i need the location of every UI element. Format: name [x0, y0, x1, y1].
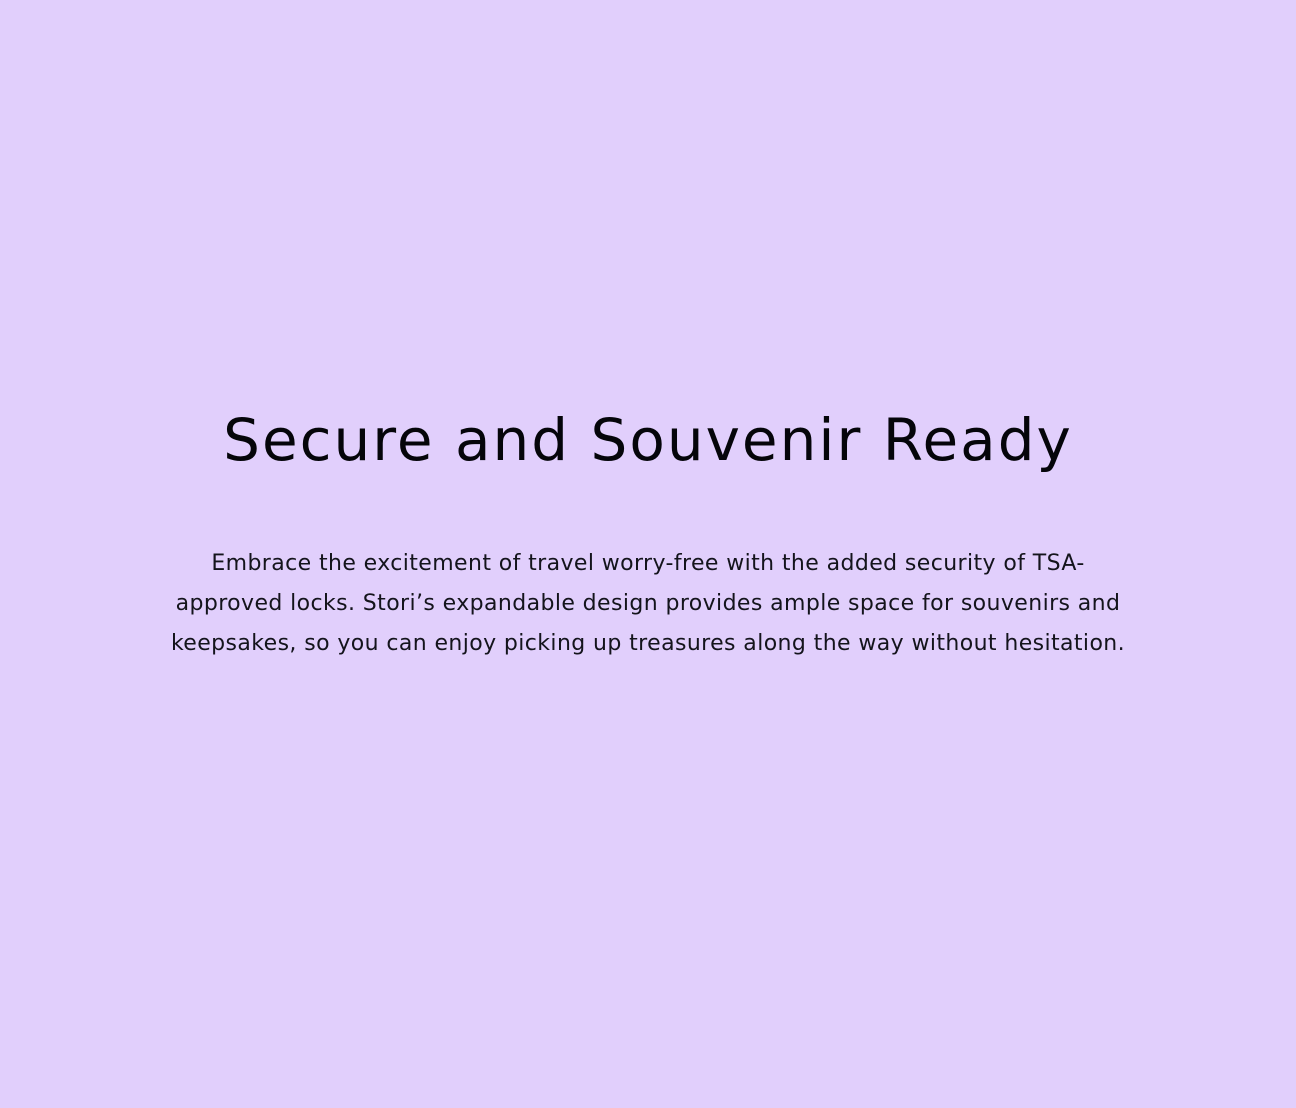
- section-description: Embrace the excitement of travel worry-free with the added security of TSA-approved locks. Stori’s expandable design provides ample space for souvenirs and keepsakes, so you can enjoy picking up treasures along the way without hesitation.: [170, 551, 1126, 656]
- section-title: Secure and Souvenir Ready: [223, 406, 1073, 474]
